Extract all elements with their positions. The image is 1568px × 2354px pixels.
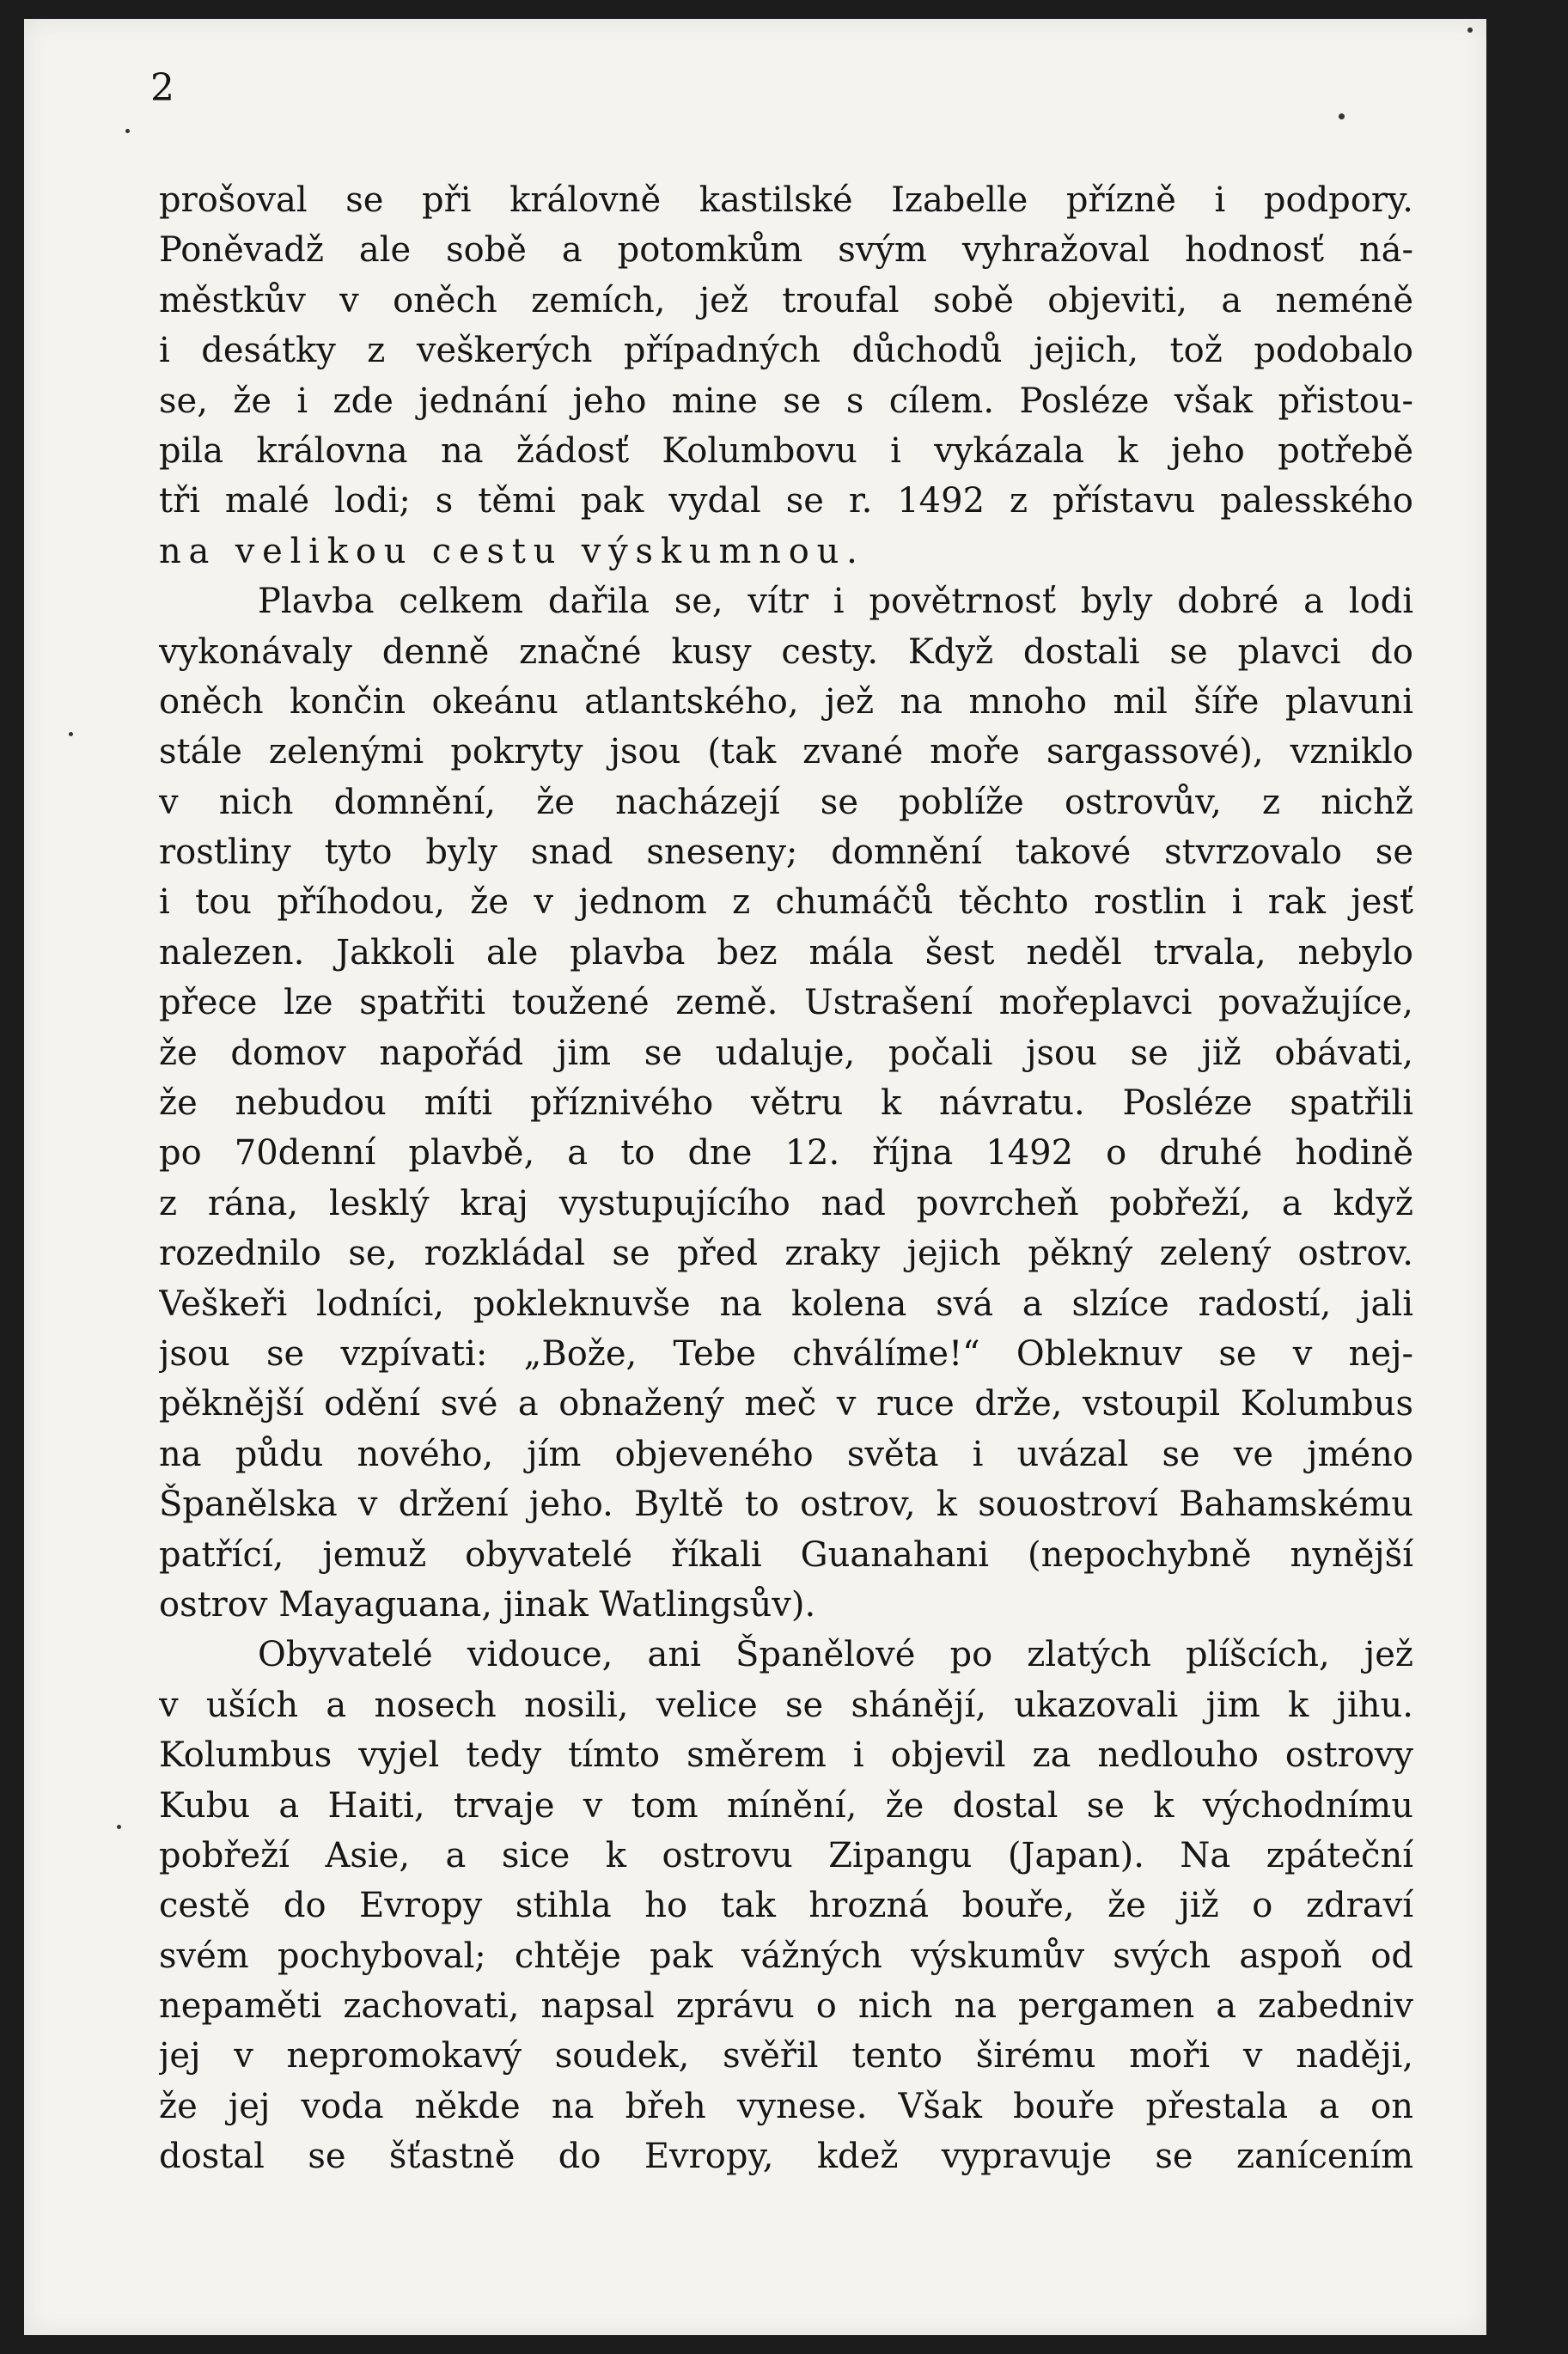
text-line: pěknější odění své a obnažený meč v ruce drže, vstoupil Kolumbus	[159, 1384, 1413, 1424]
text-line: patřící, jemuž obyvatelé říkali Guanahani (nepochybně nynější	[159, 1534, 1413, 1575]
body-text	[159, 175, 1413, 2182]
text-line: jsou se vzpívati: „Bože, Tebe chválíme!“ Obleknuv se v nej-	[159, 1333, 1413, 1374]
text-line: Veškeři lodníci, pokleknuvše na kolena svá a slzíce radostí, jali	[159, 1284, 1413, 1324]
text-line: Obyvatelé vidouce, ani Španělové po zlatých plíšcích, jež	[258, 1635, 1413, 1675]
print-speck	[1339, 113, 1345, 119]
text-line: přece lze spatřiti toužené země. Ustrašení mořeplavci považujíce,	[159, 983, 1413, 1023]
print-speck	[69, 732, 73, 736]
text-line: vykonávaly denně značné kusy cesty. Když dostali se plavci do	[159, 631, 1413, 672]
text-line: nalezen. Jakkoli ale plavba bez mála šest neděl trvala, nebylo	[159, 932, 1413, 973]
text-line: na půdu nového, jím objeveného světa i uvázal se ve jméno	[159, 1434, 1413, 1474]
print-speck	[125, 129, 130, 133]
text-line: že nebudou míti příznivého větru k návratu. Posléze spatřili	[159, 1083, 1413, 1124]
text-line: rozednilo se, rozkládal se před zraky jejich pěkný zelený ostrov.	[159, 1234, 1413, 1274]
page-number: 2	[150, 66, 174, 110]
text-line: stále zelenými pokryty jsou (tak zvané moře sargassové), vzniklo	[159, 732, 1413, 772]
text-line: v uších a nosech nosili, velice se shánějí, ukazovali jim k jihu.	[159, 1685, 1413, 1725]
text-line: po 70denní plavbě, a to dne 12. října 1492 o druhé hodině	[159, 1133, 1413, 1174]
text-line: ostrov Mayaguana, jinak Watlingsův).	[159, 1584, 816, 1625]
text-line: v nich domnění, že nacházejí se poblíže ostrovův, z nichž	[159, 782, 1413, 822]
text-line: cestě do Evropy stihla ho tak hrozná bouře, že již o zdraví	[159, 1886, 1413, 1926]
text-line: z rána, lesklý kraj vystupujícího nad povrcheň pobřeží, a když	[159, 1183, 1413, 1223]
text-line: jej v nepromokavý soudek, svěřil tento širému moři v naději,	[159, 2036, 1413, 2077]
text-line: Kubu a Haiti, trvaje v tom mínění, že dostal se k východnímu	[159, 1785, 1413, 1826]
text-line: svém pochyboval; chtěje pak vážných výskumův svých aspoň od	[159, 1936, 1413, 1976]
text-line: městkův v oněch zemích, jež troufal sobě objeviti, a neméně	[159, 280, 1413, 320]
text-line: že domov napořád jim se udaluje, počali jsou se již obávati,	[159, 1033, 1413, 1073]
text-line: nepaměti zachovati, napsal zprávu o nich na pergamen a zabedniv	[159, 1986, 1413, 2027]
text-line: na velikou cestu výskumnou.	[159, 531, 865, 571]
text-line: tři malé lodi; s těmi pak vydal se r. 1492 z přístavu palesského	[159, 481, 1413, 521]
text-line: i tou příhodou, že v jednom z chumáčů těchto rostlin i rak jesť	[159, 882, 1413, 923]
text-line: Plavba celkem dařila se, vítr i povětrnosť byly dobré a lodi	[258, 582, 1413, 622]
text-line: rostliny tyto byly snad sneseny; domnění takové stvrzovalo se	[159, 832, 1413, 873]
text-line: prošoval se při královně kastilské Izabelle přízně i podpory.	[159, 180, 1413, 220]
text-line: se, že i zde jednání jeho mine se s cílem. Posléze však přistou-	[159, 381, 1413, 421]
text-line: Španělska v držení jeho. Byltě to ostrov, k souostroví Bahamskému	[159, 1485, 1413, 1525]
text-line: pobřeží Asie, a sice k ostrovu Zipangu (Japan). Na zpáteční	[159, 1835, 1413, 1875]
text-line: že jej voda někde na břeh vynese. Však bouře přestala a on	[159, 2086, 1413, 2126]
text-line: Poněvadž ale sobě a potomkům svým vyhražoval hodnosť ná-	[159, 230, 1413, 271]
text-line: oněch končin okeánu atlantského, jež na mnoho mil šíře plavuni	[159, 681, 1413, 722]
print-speck	[1467, 27, 1473, 33]
text-line: dostal se šťastně do Evropy, kdež vypravuje se zanícením	[159, 2137, 1413, 2177]
text-line: pila královna na žádosť Kolumbovu i vykázala k jeho potřebě	[159, 430, 1413, 471]
print-speck	[117, 1825, 121, 1829]
text-line: i desátky z veškerých případných důchodů jejich, tož podobalo	[159, 331, 1413, 371]
book-page	[24, 19, 1486, 2335]
text-line: Kolumbus vyjel tedy tímto směrem i objevil za nedlouho ostrovy	[159, 1735, 1413, 1776]
